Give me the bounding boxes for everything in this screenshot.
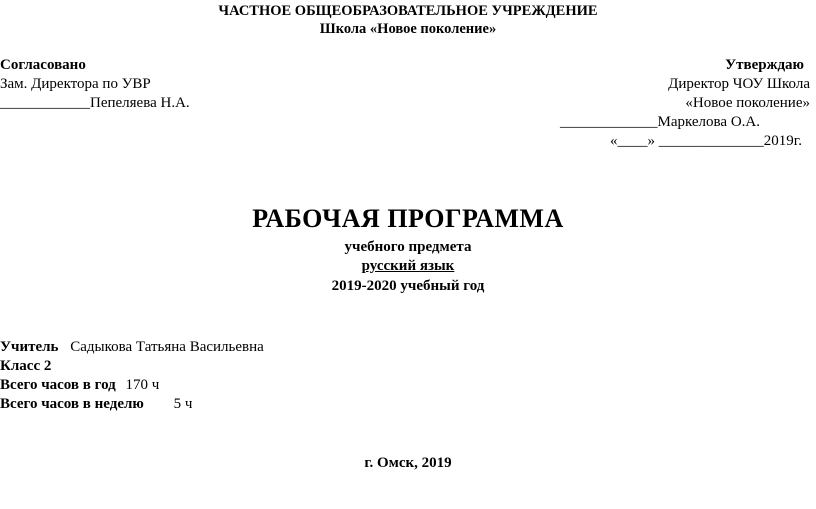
program-year: 2019-2020 учебный год xyxy=(331,278,485,294)
hours-week-row xyxy=(0,397,192,412)
program-subject: русский язык xyxy=(361,258,455,274)
approval-left-signature: ____________Пепеляева Н.А. xyxy=(0,95,190,111)
approval-right-signature: _____________Маркелова О.А. xyxy=(559,114,760,130)
teacher-value: Садыкова Татьяна Васильевна xyxy=(70,339,264,355)
teacher-label: Учитель xyxy=(0,339,59,355)
hours-year-value: 170 ч xyxy=(125,377,160,393)
hours-week-label: Всего часов в неделю xyxy=(0,396,144,412)
class-label: Класс 2 xyxy=(0,358,52,374)
school-name: Школа «Новое поколение» xyxy=(319,21,497,37)
hours-year-label: Всего часов в год xyxy=(0,377,116,393)
city-year: г. Омск, 2019 xyxy=(364,455,452,471)
hours-week-value: 5 ч xyxy=(173,396,193,412)
approval-right-position: Директор ЧОУ Школа xyxy=(668,76,810,92)
institution-name: ЧАСТНОЕ ОБЩЕОБРАЗОВАТЕЛЬНОЕ УЧРЕЖДЕНИЕ xyxy=(218,3,598,19)
approval-right-title: Утверждаю xyxy=(725,57,804,73)
approval-left-position: Зам. Директора по УВР xyxy=(0,76,151,92)
program-subtitle: учебного предмета xyxy=(344,239,472,255)
approval-right-date: «____» ______________2019г. xyxy=(610,133,802,149)
hours-year-row xyxy=(0,378,159,393)
approval-left-title: Согласовано xyxy=(0,57,86,73)
approval-right-school: «Новое поколение» xyxy=(685,95,810,111)
program-title: РАБОЧАЯ ПРОГРАММА xyxy=(252,204,564,233)
teacher-row xyxy=(0,340,264,355)
